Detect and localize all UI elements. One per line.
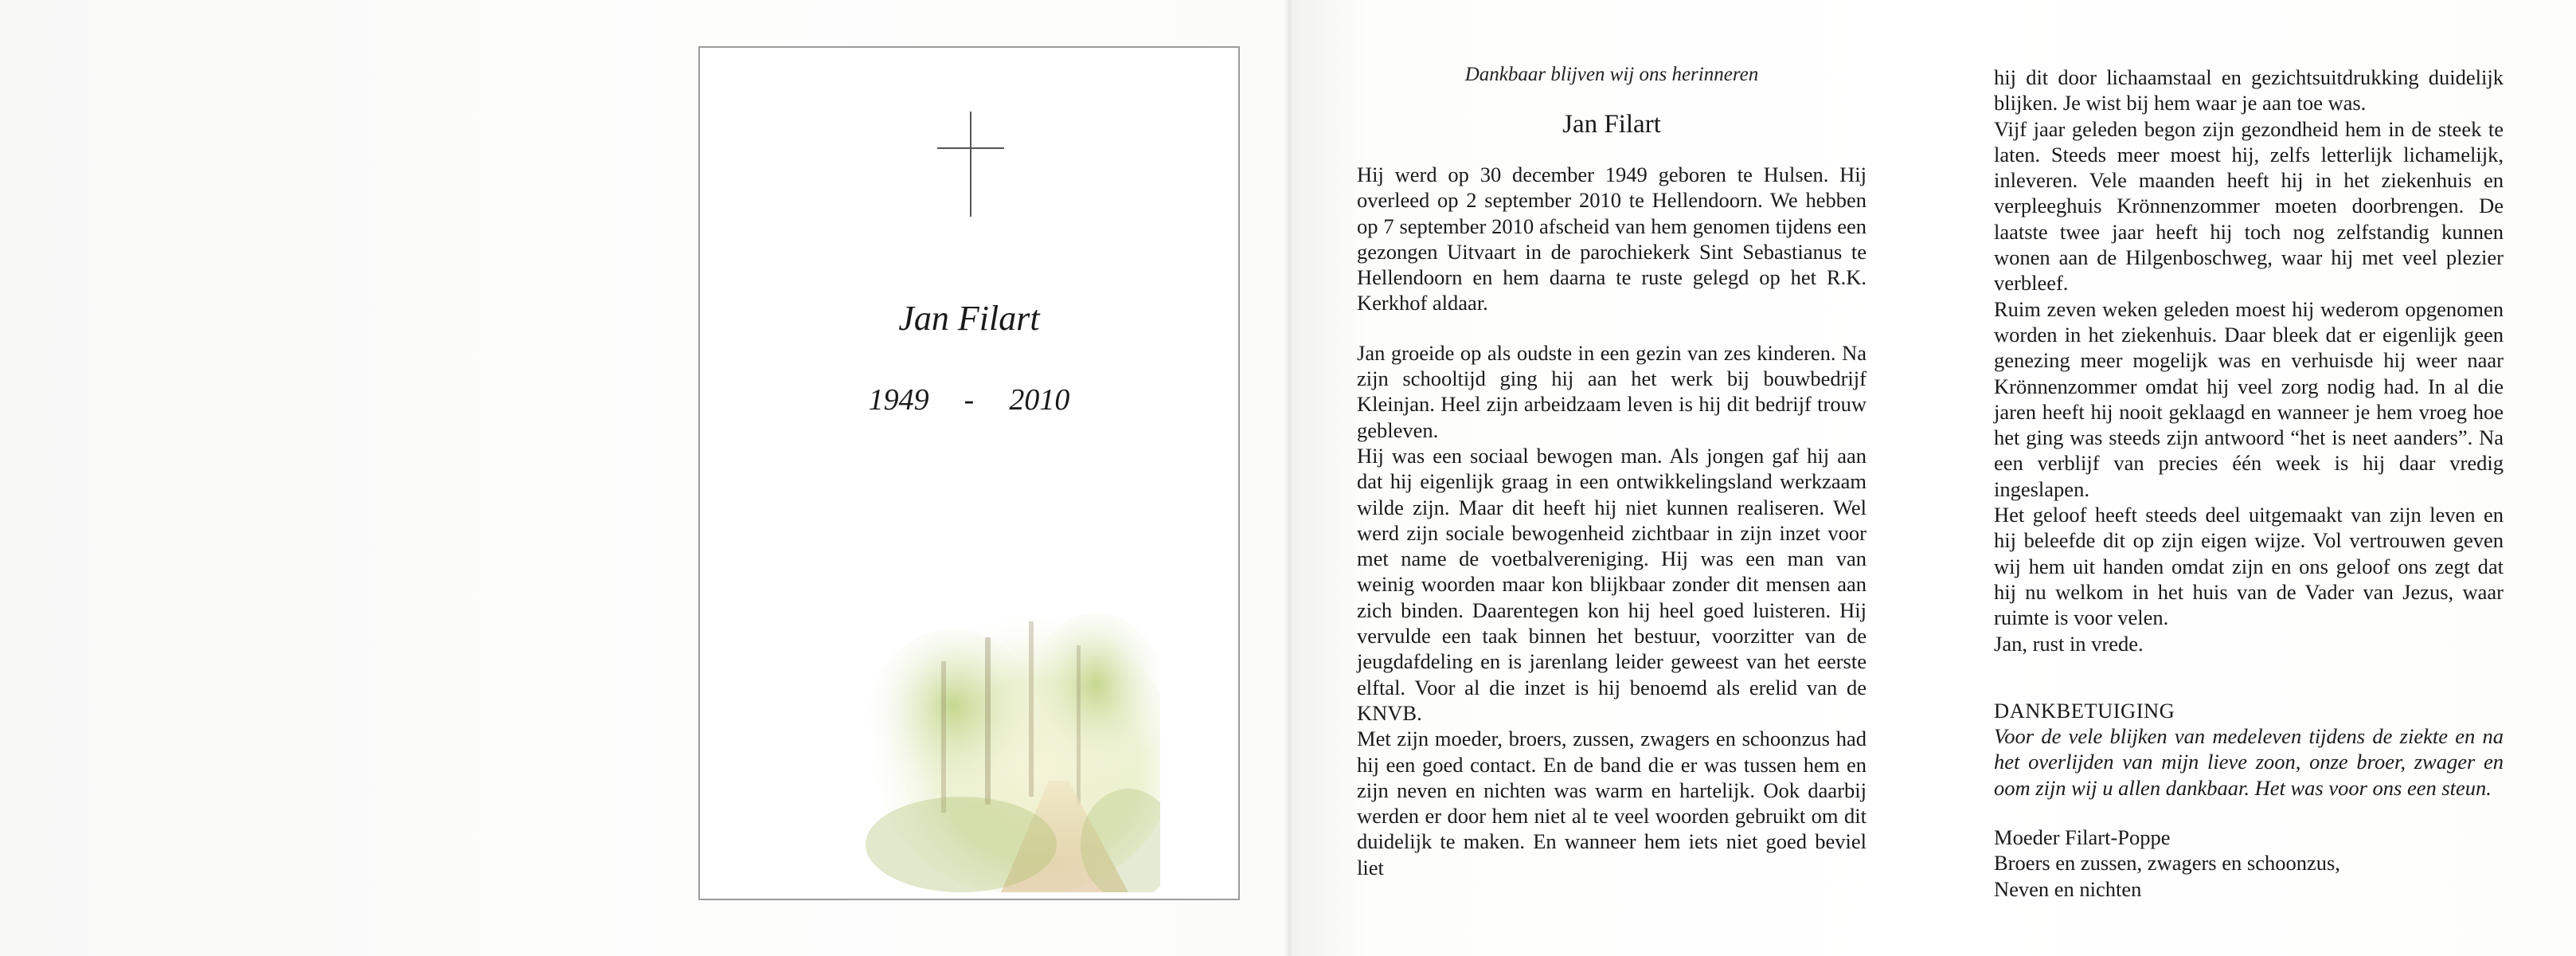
fold-line — [1284, 0, 1293, 956]
text-column-right — [1994, 65, 2504, 902]
signature-line: Neven en nichten — [1994, 876, 2142, 901]
card-front-frame — [698, 46, 1240, 900]
forest-path-image — [866, 605, 1160, 892]
deceased-name: Jan Filart — [1562, 110, 1661, 139]
year-death: 2010 — [1009, 383, 1070, 417]
cover-years — [700, 382, 1238, 417]
year-separator: - — [964, 383, 975, 417]
paragraph: hij dit door lichaamstaal en gezichtsuitdrukking duidelijk blijken. Je wist bij hem waar je aan toe was. — [1994, 65, 2504, 116]
cross-icon — [937, 112, 1004, 217]
paragraph: Ruim zeven weken geleden moest hij wederom opgenomen worden in het ziekenhuis. Daar bleek dat er eigenlijk geen genezing meer mogelijk was en verhuisde hij weer naar Krönnenzommer omdat hij veel zorg nodig had. In al die jaren heeft hij nooit geklaagd en wanneer je hem vroeg hoe het ging was steeds zijn antwoord “het is neet aanders”. Na een verblijf van precies één week is hij daar vredig ingeslapen. — [1994, 296, 2504, 501]
thanks-text-block — [1994, 723, 2504, 801]
paragraph: Vijf jaar geleden begon zijn gezondheid hem in de steek te laten. Steeds meer moest hij, zelfs letterlijk lichamelijk, inleveren. Vele maanden heeft hij in het ziekenhuis en verpleeghuis Krönnenzommer moeten doorbrengen. De laatste twee jaar heeft hij toch nog zelfstandig kunnen wonen aan de Hilgenboschweg, waar hij met veel plezier verbleef. — [1994, 116, 2504, 296]
signature-line: Broers en zussen, zwagers en schoonzus, — [1994, 851, 2340, 876]
paragraph: Hij was een sociaal bewogen man. Als jongen gaf hij aan dat hij eigenlijk graag in een ontwikkelingsland werkzaam wilde zijn. Maar dit heeft hij niet kunnen realiseren. Wel werd zijn sociale bewogenheid zichtbaar in zijn inzet voor met name de voetbalvereniging. Hij was een man van weinig woorden maar kon blijkbaar zonder dit mensen aan zich binden. Daarentegen kon hij heel goed luisteren. Hij vervulde een taak binnen het bestuur, voorzitter van de jeugdafdeling en is jarenlang leider geweest van het eerste elftal. Voor al die inzet is hij benoemd als erelid van de KNVB. — [1357, 443, 1867, 725]
farewell-line: Jan, rust in vrede. — [1994, 631, 2144, 656]
year-birth: 1949 — [868, 383, 929, 417]
paragraph: Het geloof heeft steeds deel uitgemaakt van zijn leven en hij beleefde dit op zijn eigen wijze. Vol vertrouwen geven wij hem uit handen omdat zijn en ons geloof ons zegt dat hij nu welkom in het huis van de Vader van Jezus, waar ruimte is voor velen. — [1994, 503, 2504, 630]
signature-line: Moeder Filart-Poppe — [1994, 825, 2171, 850]
thanks-title: DANKBETUIGING — [1994, 698, 2175, 723]
cover-name: Jan Filart — [898, 299, 1040, 338]
paragraph: Hij werd op 30 december 1949 geboren te Hulsen. Hij overleed op 2 september 2010 te Hellendoorn. We hebben op 7 september 2010 afscheid van hem genomen tijdens een gezongen Uitvaart in de parochiekerk Sint Sebastianus te Hellendoorn en hem daarna te ruste gelegd op het R.K. Kerkhof aldaar. — [1357, 163, 1867, 315]
signatures — [1994, 825, 2504, 902]
memorial-heading: Dankbaar blijven wij ons herinneren — [1464, 64, 1759, 85]
paragraph: Jan groeide op als oudste in een gezin van zes kinderen. Na zijn schooltijd ging hij aan het werk bij bouwbedrijf Kleinjan. Heel zijn arbeidzaam leven is hij dit bedrijf trouw gebleven. — [1357, 340, 1867, 442]
thanks-text: Voor de vele blijken van medeleven tijdens de ziekte en na het overlijden van mijn lieve zoon, onze broer, zwager en oom zijn wij u allen dankbaar. Het was voor ons een steun. — [1994, 724, 2504, 800]
text-column-left — [1357, 162, 1867, 880]
paragraph: Met zijn moeder, broers, zussen, zwagers en schoonzus had hij een goed contact. En de band die er was tussen hem en zijn neven en nichten was warm en hartelijk. Ook daarbij werden er door hem niet al te veel woorden gebruikt om dit duidelijk te maken. En wanneer hem iets niet goed beviel liet — [1357, 727, 1867, 880]
